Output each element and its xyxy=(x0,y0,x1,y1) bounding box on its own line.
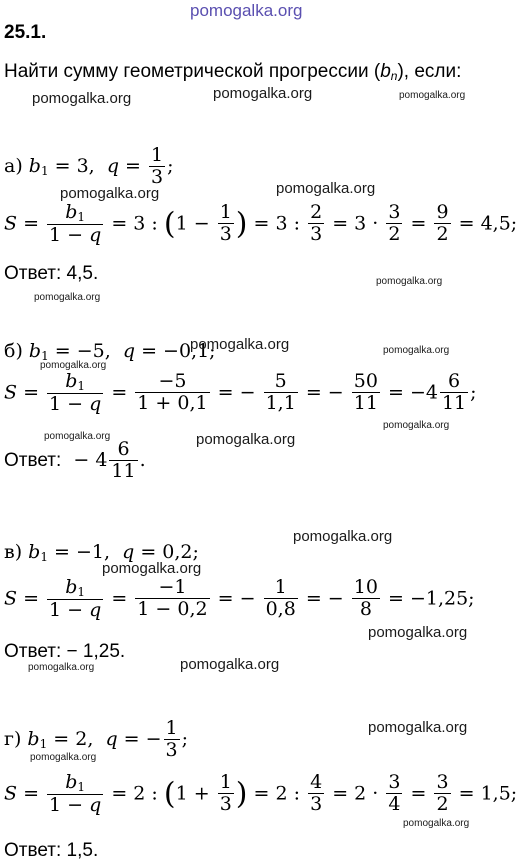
part-d-answer: Ответ: 1,5. xyxy=(4,840,99,861)
part-a-given: а) $b_1 = 3$, q = $\frac{1}{3}$ ; xyxy=(4,144,174,188)
part-c-answer: Ответ: − 1,25. xyxy=(4,641,126,662)
watermark: pomogalka.org xyxy=(213,85,313,102)
watermark: pomogalka.org xyxy=(368,719,468,736)
top-watermark: pomogalka.org xyxy=(190,1,303,20)
part-d-solution: S = $\frac{b_1}{1 - q}$ = 2 : (1 + $\frac{1}{3}$ ) = 2 : $\frac{4}{3}$ = 2 · $\frac{3}{4}$ = $\frac{3}{2}$ = 1,5; xyxy=(4,771,517,816)
part-d-given: г) $b_1 = 2$, q = − $\frac{1}{3}$ ; xyxy=(4,717,189,761)
part-c-solution: S = $\frac{b_1}{1 - q}$ = $\frac{-1}{1 - 0,2}$ = − $\frac{1}{0,8}$ = − $\frac{10}{8}$ = −1,25; xyxy=(4,576,475,621)
watermark: pomogalka.org xyxy=(196,431,296,448)
watermark: pomogalka.org xyxy=(44,431,111,442)
part-b-solution: S = $\frac{b_1}{1 - q}$ = $\frac{-5}{1 + 0,1}$ = − $\frac{5}{1,1}$ = − $\frac{50}{11}$ = −4 $\frac{6}{11}$ ; xyxy=(4,370,477,415)
watermark: pomogalka.org xyxy=(180,656,280,673)
task-instruction: Найти сумму геометрической прогрессии $(b_n)$, если: xyxy=(4,61,462,83)
watermark: pomogalka.org xyxy=(376,276,443,287)
watermark: pomogalka.org xyxy=(383,345,450,356)
watermark: pomogalka.org xyxy=(102,560,202,577)
watermark: pomogalka.org xyxy=(276,180,376,197)
watermark: pomogalka.org xyxy=(32,90,132,107)
task-number: 25.1. xyxy=(4,22,47,43)
watermark: pomogalka.org xyxy=(383,420,450,431)
watermark: pomogalka.org xyxy=(34,292,101,303)
watermark: pomogalka.org xyxy=(60,185,160,202)
watermark: pomogalka.org xyxy=(40,360,107,371)
part-b-given: б) $b_1 = -5$, q = −0,1; xyxy=(4,340,216,363)
part-c-given: в) $b_1 = -1$, q = 0,2; xyxy=(4,541,199,564)
part-b-answer: Ответ: − 4 $\frac{6}{11}$ . xyxy=(4,438,146,482)
watermark: pomogalka.org xyxy=(368,624,468,641)
watermark: pomogalka.org xyxy=(399,90,466,101)
watermark: pomogalka.org xyxy=(190,336,290,353)
watermark: pomogalka.org xyxy=(28,662,95,673)
watermark: pomogalka.org xyxy=(293,528,393,545)
part-a-answer: Ответ: 4,5. xyxy=(4,263,99,284)
watermark: pomogalka.org xyxy=(403,818,470,829)
watermark: pomogalka.org xyxy=(30,752,97,763)
part-a-solution: S = $\frac{b_1}{1 - q}$ = 3 : (1 − $\frac{1}{3}$ ) = 3 : $\frac{2}{3}$ = 3 · $\frac{3}{2}$ = $\frac{9}{2}$ = 4,5; xyxy=(4,201,517,246)
